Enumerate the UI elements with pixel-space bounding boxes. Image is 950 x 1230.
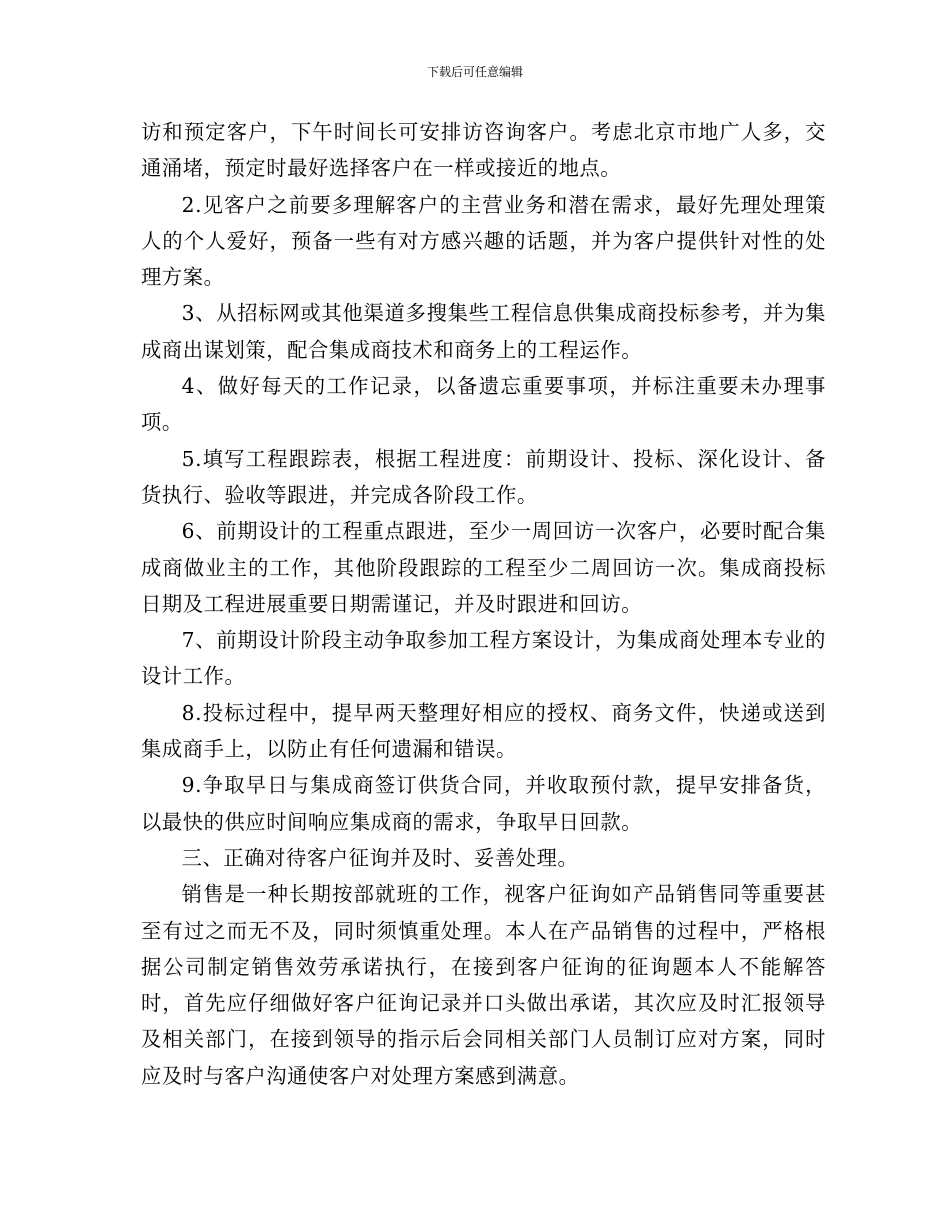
paragraph-item-6: 6、前期设计的工程重点跟进，至少一周回访一次客户，必要时配合集成商做业主的工作，其他阶段跟踪的工程至少二周回访一次。集成商投标日期及工程进展重要日期需谨记，并及时跟进和回访。 xyxy=(141,519,826,616)
paragraph-continuation: 访和预定客户，下午时间长可安排访咨询客户。考虑北京市地广人多，交通涌堵，预定时最好选择客户在一样或接近的地点。 xyxy=(141,120,826,181)
paragraph-item-7: 7、前期设计阶段主动争取参加工程方案设计，为集成商处理本专业的设计工作。 xyxy=(141,628,826,689)
document-body xyxy=(141,114,826,1094)
paragraph-item-9: 9.争取早日与集成商签订供货合同，并收取预付款，提早安排备货，以最快的供应时间响应集成商的需求，争取早日回款。 xyxy=(141,773,826,834)
paragraph-item-4: 4、做好每天的工作记录，以备遗忘重要事项，并标注重要未办理事项。 xyxy=(141,374,826,435)
page-header: 下载后可任意编辑 xyxy=(426,65,523,79)
paragraph-customer-inquiry: 销售是一种长期按部就班的工作，视客户征询如产品销售同等重要甚至有过之而无不及，同时须慎重处理。本人在产品销售的过程中，严格根据公司制定销售效劳承诺执行，在接到客户征询的征询题本人不能解答时，首先应仔细做好客户征询记录并口头做出承诺，其次应及时汇报领导及相关部门，在接到领导的指示后会同相关部门人员制订应对方案，同时应及时与客户沟通使客户对处理方案感到满意。 xyxy=(141,882,826,1088)
paragraph-item-3: 3、从招标网或其他渠道多搜集些工程信息供集成商投标参考，并为集成商出谋划策，配合集成商技术和商务上的工程运作。 xyxy=(141,301,826,362)
paragraph-item-8: 8.投标过程中，提早两天整理好相应的授权、商务文件，快递或送到集成商手上，以防止有任何遗漏和错误。 xyxy=(141,700,826,762)
paragraph-item-2: 2.见客户之前要多理解客户的主营业务和潜在需求，最好先理处理策人的个人爱好，预备一些有对方感兴趣的话题，并为客户提供针对性的处理方案。 xyxy=(141,192,826,290)
paragraph-item-5: 5.填写工程跟踪表，根据工程进度：前期设计、投标、深化设计、备货执行、验收等跟进，并完成各阶段工作。 xyxy=(141,446,826,507)
section-heading-3: 三、正确对待客户征询并及时、妥善处理。 xyxy=(181,845,579,870)
